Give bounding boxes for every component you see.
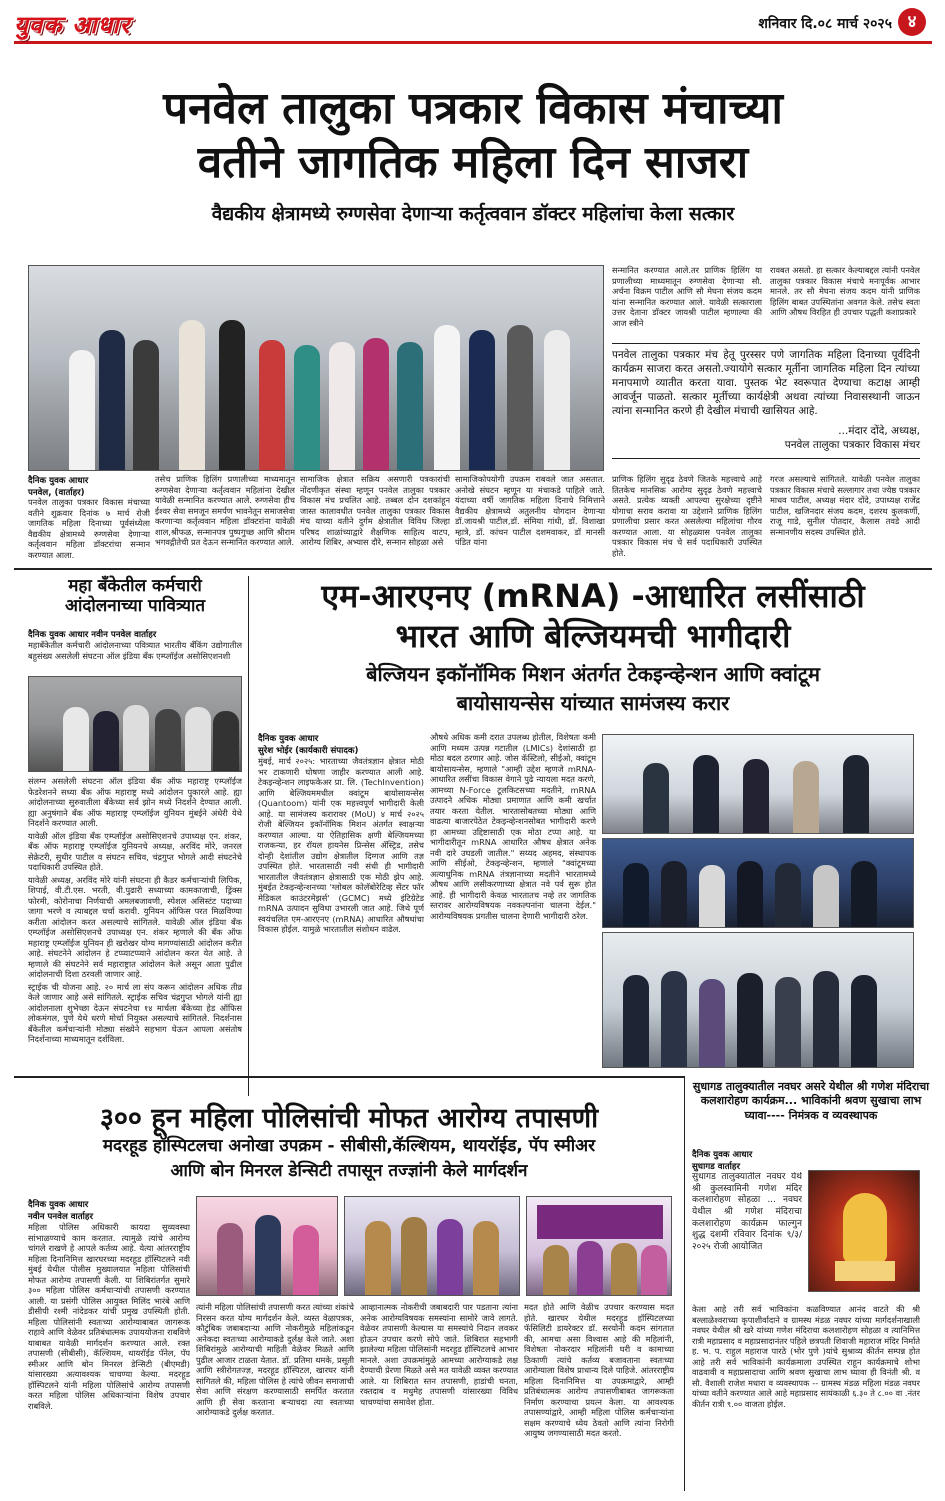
story1-byline-paper: दैनिक युवक आधार	[28, 476, 89, 486]
story4-byline	[692, 1148, 802, 1172]
story4-byline-place: सुधागड वार्ताहर	[692, 1162, 740, 1172]
story1-subhead: वैद्यकीय क्षेत्रामध्ये रुग्णसेवा देणाऱ्या कर्तृत्ववान डॉक्टर महिलांचा केला सत्कार	[211, 203, 735, 225]
story1-byline-place: पनवेल, (वार्ताहर)	[28, 488, 85, 498]
story5-subhead	[14, 1134, 684, 1183]
story1-group-photo	[28, 265, 604, 471]
story1-col2: तसेच प्राणिक हिलिंग प्रणालीच्या माध्यमातून रुग्णसेवा देणाऱ्या कर्तृत्ववान महिलांना देखील यावेळी सन्मानित करण्यात आले. रुग्णसेवा हीच ईश्वर सेवा समजून समर्पण भावनेतून समाजसेवा करणाऱ्या कर्तृत्ववान महिला डॉक्टरांना यावेळी शाल,श्रीफळ, सन्मानपत्र पुष्पगुच्छ आणि श्रीराम भगवद्गीतेची प्रत देऊन सन्मानित करण्यात आले.	[155, 474, 295, 547]
story3-subhead-line1: बेल्जियन इकॉनॉमिक मिशन अंतर्गत टेकइन्व्हेन्शन आणि क्वांटूम	[366, 662, 820, 686]
story1-col4: सामाजिकोपयोगी उपक्रम राबवले जात असतात. अनोखे संघटन म्हणून या मंचाकडे पाहिले जाते. यंदाच्या वर्षी जागतिक महिला दिनाचे निमित्ताने वैद्यकीय क्षेत्रामध्ये अतुलनीय योगदान देणाऱ्या डॉ.जायश्री पाटील,डॉ. संमिया गांधी, डॉ. विशाखा म्हात्रे, डॉ. कांचन पाटील दशमवाकर, डॉ मानसी पंडित यांना	[455, 474, 605, 547]
story1-byline	[28, 474, 150, 498]
story2-body-p1: संलग्न असलेली संघटना ऑल इंडिया बँक ऑफ महाराष्ट्र एम्प्लॉईज फेडरेशनने सध्या बँक ऑफ महाराष्ट्र मध्ये आंदोलन पुकारले आहे. ह्या आंदोलनाच्या सुरुवातीला बँकेच्या सर्व झोन मध्ये निदर्शने देण्यात आली. ह्या अनुषंगाने बँक ऑफ महाराष्ट्र एम्प्लॉईज युनियन मुंबईने अंधेरी येथे निदर्शने करण्यात आली.	[28, 776, 242, 828]
story3-subhead	[254, 660, 932, 718]
story1-col6: गरज असल्याचे सांगितले. यावेळी पनवेल तालुका पत्रकार विकास मंचाचे सल्लागार तथा ज्येष्ठ पत्रकार माधव पाटील, अध्यक्ष मंदार दोंदे, उपाध्यक्ष राजेंद्र पाटील, खजिनदार संजय कदम, दशरथ कुलकर्णी, राजू गाडे, सुनील पोतदार, कैलास तवडे आदी सन्मानणीय सदस्य उपस्थित होते.	[770, 474, 920, 537]
story3-headline-line1: एम-आरएनए (mRNA) -आधारित लसींसाठी	[321, 577, 865, 615]
story2-protest-photo	[28, 676, 242, 772]
story1-right-text-b: रावबत असतो. हा सत्कार केल्याबद्दल त्यांनी पनवेल तालुका पत्रकार विकास मंचाचे मनःपूर्वक आभार मानले. तर सौ मेघना संजय कदम यांनी प्राणिक हिलिंग बाबत उपस्थितांना अवगत केले. तसेच स्वतः आणि औषध विरहित ही उपचार पद्धती कशाप्रकारे	[770, 265, 920, 317]
story1-quote: पनवेल तालुका पत्रकार मंच हेतू पुरस्सर पणे जागतिक महिला दिनाच्या पूर्वदिनी कार्यक्रम साजरा करत असतो.ज्यायोगे सत्कार मूर्तीना जागतिक महिला दिन त्यांच्या मनापमाणे व्यातीत करता यावा. पुस्तक भेट स्वरूपात देण्याचा कटाक्ष आम्ही आवर्जून पाळतो. सत्कार मूर्तीच्या कार्यक्षेत्री अथवा त्यांच्या निवासस्थानी जाऊन त्यांना सन्मानित करणे ही देखील मंचाची खासियत आहे.	[612, 349, 920, 418]
story2-body-p2: यावेळी ऑल इंडिया बँक एम्प्लॉईज असोसिएशनचे उपाध्यक्ष एन. शंकर, बँक ऑफ महाराष्ट्र एम्प्लॉईज युनियनचे अध्यक्ष, अरविंद मोरे, जनरल सेक्रेटरी, सुधीर पाटील व संघटन सचिव, चंद्रगुप्त भोगले आदी संघटनेचे पदाधिकारी उपस्थित होते.	[28, 830, 242, 872]
story4-ganesh-photo	[808, 1170, 920, 1292]
story3-byline-paper: दैनिक युवक आधार	[258, 734, 319, 744]
story2-headline-line2: आंदोलनाच्या पावित्र्यात	[64, 596, 206, 617]
story1-headline-line1: पनवेल तालुका पत्रकार विकास मंचाच्या	[163, 83, 783, 134]
newspaper-logo: युवक आधार	[14, 11, 131, 39]
story5-col3: आव्हानात्मक नोकरीची जबाबदारी पार पडताना त्यांना अनेक आरोग्यविषयक समस्यांना सामोरे जावे लागते. वेळेवर तपासणी केल्यास या समस्यांचे निदान लवकर होऊन उपचार करणे सोपे जाते. शिबिरात सहभागी झालेल्या महिला पोलिसांनी मदरहूड हॉस्पिटलचे आभार मानले. अशा उपक्रमांमुळे आमच्या आरोग्याकडे लक्ष देण्याची प्रेरणा मिळते असे मत यावेळी व्यक्त करण्यात आले. या शिबिरात स्तन तपासणी, हाडांची घनता, रक्तदाब व मधुमेह तपासणी यांसारख्या विविध चाचण्यांचा समावेश होता.	[360, 1302, 518, 1407]
story2-headline	[28, 576, 242, 617]
story5-byline	[28, 1198, 188, 1222]
story3-col2: औषधे अधिक कमी दरात उपलब्ध होतील, विशेषतः कमी आणि मध्यम उत्पन्न गटातील (LMICs) देशांसाठी हा मोठा बदल ठरणार आहे. जोस कॅस्टिलो, सीईओ, क्वांटूम बायोसायन्सेस, म्हणाले "आम्ही उद्देश म्हणजे mRNA-आधारित लसींचा विकास वेगाने पुढे न्यायला मदत करणे, आमच्या N-Force टूलकिटसच्या मदतीने, mRNA उत्पादने अधिक मोठ्या प्रमाणात आणि कमी खर्चात तयार करता येतील. भारतासोबतच्या मोठ्या आणि वाढत्या बाजारपेठेत टेकइन्व्हेन्शनसोबत भागीदारी करणे हा आमच्या उद्दिष्टासाठी एक मोठा टप्पा आहे. या भागीदारीतून mRNA आधारित औषध क्षेत्रात अनेक नवी दारे उघडली जातील." सय्यद अहमद, संस्थापक आणि सीईओ, टेकइन्व्हेन्शन, म्हणाले "क्वांटूमच्या अत्याधुनिक mRNA तंत्रज्ञानाच्या मदतीने भारतामध्ये औषध आणि लसीकरणाच्या क्षेत्रात नवे पर्व सुरू होत आहे. ही भागीदारी केवळ भारतातच नव्हे तर जागतिक स्तरावर आरोग्यविषयक नवकल्पनांना चालना देईल." आरोग्यविषयक प्रगतीस चालना देणारी भागीदारी ठरेल.	[430, 732, 596, 921]
story4-col-wide: केला आहे तरी सर्व भाविकांना कळविण्यात आनंद वाटते की श्री बल्लाळेश्वराच्या कृपाशीर्वादाने व ग्रामस्थ मंडळ नवघर यांच्या मार्गदर्शनाखाली नवघर येथील श्री खरे यांच्या गणेश मंदिराचा कलशारोहण सोहळा व त्यानिमित्त रात्री महाप्रसाद व महाप्रसादानंतर पहिले छत्रपती शिवाजी महाराज मंदिर निर्माते ह. भ. प. राहुल महाराज पारठे (भोर पुणे )यांचे सुश्राव्य कीर्तन सम्पन्न होत आहे तरी सर्व भाविकांनी कार्यक्रमाला उपस्थित राहून कार्यक्रमाचे शोभा वाढवावी व महाप्रसादाचा आणि श्रवण सुखाचा लाभ घ्यावा ही विनंती श्री. व सौ. वैशाली राजेश मधारा व व्यवस्थापक -- ग्रामस्थ मंडळ महिला मंडळ नवघर यांच्या वतीने करण्यात आले आहे महाप्रसाद सायंकाळी ६.३० ते ८.०० वा .नंतर कीर्तन रात्री ९.०० वाजता होईल.	[692, 1304, 920, 1409]
story1-headline-line2: वतीने जागतिक महिला दिन साजरा	[197, 137, 749, 188]
story2-body-p4: स्ट्राईक ची योजना आहे. २० मार्च ला संप करून आंदोलन अधिक तीव्र केले जाणार आहे असे सांगितले. स्ट्राईक सचिव चंद्रगुप्त भोगले यांनी ह्या आंदोलनाला शुभेच्छा देऊन संघटनेचा १४ मार्चला बँकेच्या हेड ऑफिस लोकमंगल, पुणे येथे धरणे मोर्चा नियुक्त असल्याचे सांगितले. निदर्शनास बँकेतील कर्मचाऱ्यांनी मोठ्या संख्येने सहभाग घेऊन आपला असंतोष निदर्शनाच्या माध्यमातून दर्शविला.	[28, 981, 242, 1044]
story5-photo-police	[344, 1196, 520, 1296]
story1-col3: सामाजिक क्षेत्रात सक्रिय असणारी पत्रकारांची नोंदणीकृत संस्था म्हणून पनवेल तालुका पत्रकार विकास मंच प्रचलित आहे. तब्बल दोन दशकांहून जास्त कालावधीत पनवेल तालुका पत्रकार विकास मंच याच्या वतीने दुर्गम क्षेत्रातील विविध जिल्हा परिषद शाळांच्याद्वारे शैक्षणिक साहित्य वाटप, आरोग्य शिबिर, अभ्यास दौरे, सन्मान सोहळा असे	[300, 474, 450, 547]
story4-headline: सुधागड तालुक्यातील नवघर असरे येथील श्री गणेश मंदिराचा कलशारोहण कार्यक्रम... भाविकांनी श्रवण सुखाचा लाभ घ्यावा---- निमंत्रक व व्यवस्थापक	[692, 1080, 930, 1122]
story5-headline: ३०० हून महिला पोलिसांची मोफत आरोग्य तपासणी	[99, 1103, 599, 1134]
story2-body	[28, 776, 242, 1096]
story1-right-text-a: सन्मानित करण्यात आले.तर प्राणिक हिलिंग या प्रणालीच्या माध्यमातून रुग्णसेवा देणाऱ्या सौ. अर्चना विक्रम पाटील आणि सौ मेघना संजय कदम यांना सन्मानित करण्यात आले. यावेळी सत्काराला उत्तर देताना डॉक्टर जायश्री पाटील म्हणाल्या की आज स्त्रीने	[612, 265, 762, 328]
story3-subhead-line2: बायोसायन्सेस यांच्यात सामंजस्य करार	[456, 691, 730, 715]
story4-byline-paper: दैनिक युवक आधार	[692, 1150, 753, 1160]
story4-col-narrow: सुधागड तालुक्यातील नवघर येथे श्री कुलस्वामिनी गणेश मंदिर कलशारोहण सोहळा ... नवघर येथील श्री गणेश मंदिराचा कलशारोहण कार्यक्रम फाल्गुन शुद्ध दशमी रविवार दिनांक ९/३/ २०२५ रोजी आयोजित	[692, 1172, 802, 1253]
story3-col1: मुंबई, मार्च २०२५: भारताच्या जैवतंत्रज्ञान क्षेत्रात मोठी भर टाकणारी घोषणा जाहीर करण्यात आली आहे. टेकइन्व्हेन्शन लाइफकेअर प्रा. लि. (TechInvention) आणि बेल्जियममधील क्वांटूम बायोसायन्सेस (Quantoom) यांनी एक महत्त्वपूर्ण भागीदारी केली आहे. या सामंजस्य करारावर (MoU) ४ मार्च २०२५ रोजी बेल्जियन इकॉनॉमिक मिशन अंतर्गत स्वाक्षऱ्या करण्यात आल्या. या ऐतिहासिक क्षणी बेल्जियमच्या राजकन्या, हर रॉयल हायनेस प्रिन्सेस ॲस्ट्रिड, तसेच दोन्ही देशांतील उद्योग क्षेत्रातील दिग्गज आणि तज्ञ उपस्थित होते. भारतासाठी नवी संधी ही भागीदारी भारतातील जैवतंत्रज्ञान क्षेत्रासाठी एक मोठी झेप आहे. मुंबईत टेकइन्व्हेन्शनच्या 'ग्लोबल कोलॅबोरेटिव्ह सेंटर फॉर मेडिकल काउंटरमेझर्स' (GCMC) मध्ये इंटिग्रेटेड mRNA उत्पादन सुविधा उभारली जात आहे. जिथे पूर्ण स्वयंचलित एम-आरएनए (mRNA) आधारित औषधांचा विकास होईल. यामुळे भारतातील संशोधन वाढेल.	[258, 756, 424, 934]
story2-byline: दैनिक युवक आधार नवीन पनवेल वार्ताहर	[28, 630, 157, 640]
story5-byline-paper: दैनिक युवक आधार	[28, 1200, 89, 1210]
story3-byline	[258, 732, 424, 756]
story3-group-photo	[602, 838, 914, 928]
story3-ribbon-photo	[602, 734, 914, 834]
story1-col5: प्राणिक हिलिंग सुदृढ ठेवणे जितके महत्त्वाचे आहे तितकेच मानसिक आरोग्य सुदृढ ठेवणे महत्त्वाचे असते. प्रत्येक व्यक्ती आपल्या सुरक्षेच्या दृष्टीने योगाचा सराव करावा या उद्देशाने प्राणिक हिलिंग प्रणालीचा प्रसार करत असलेल्या महिलांचा गौरव करण्यात आला. या सोहळ्यास पनवेल तालुका पत्रकार विकास मंच चे सर्व पदाधिकारी उपस्थित होते.	[612, 474, 762, 558]
story5-col1: महिला पोलिस अधिकारी कायदा सुव्यवस्था सांभाळण्याचे काम करतात. त्यामुळे त्यांचे आरोग्य चांगले राखणे हे आपले कर्तव्य आहे. येत्या आंतरराष्ट्रीय महिला दिनानिमित्त खारघरच्या मदरहूड हॉस्पिटलने नवी मुंबई येथील पोलीस मुख्यालयात महिला पोलिसांची मोफत आरोग्य तपासणी केली. या शिबिरांतर्गत सुमारे ३०० महिला पोलिस कर्मचाऱ्यांची तपासणी करण्यात आली. या प्रसंगी पोलिस आयुक्त मिलिंद भारंबे आणि डीसीपी रश्मी नांदेडकर यांची प्रमुख उपस्थिती होती. महिला पोलिसांनी स्वतःच्या आरोग्याबाबत जागरूक राहावे आणि वेळेवर प्रतिबंधात्मक उपाययोजना राबविणे याबाबत यावेळी मार्गदर्शन करण्यात आले. रक्त तपासणी (सीबीसी), कॅल्शियम, थायरॉईड पॅनेल, पॅप स्मीअर आणि बोन मिनरल डेन्सिटी (बीएमडी) यांसारख्या अत्यावश्यक चाचण्या केल्या. मदरहूड हॉस्पिटलने यांनी महिला पोलिसांचे आरोग्य तपासणी करत महिला पोलिस अधिकाऱ्यांना विशेष उपचार राबविले.	[28, 1222, 190, 1411]
issue-date: शनिवार दि.०८ मार्च २०२५	[758, 16, 892, 32]
story3-delegation-photo	[602, 932, 914, 1068]
story5-photo-checkup	[196, 1196, 338, 1296]
story1-col1: पनवेल तालुका पत्रकार विकास मंचाच्या वतीने शुक्रवार दिनांक ७ मार्च रोजी जागतिक महिला दिनाच्या पूर्वसंध्येला वैद्यकीय क्षेत्रामध्ये रुग्णसेवा देणाऱ्या कर्तृत्ववान महिला डॉक्टरांचा सन्मान करण्यात आला.	[28, 497, 150, 560]
story5-subhead-line2: आणि बोन मिनरल डेन्सिटी तपासून तज्ज्ञांनी केले मार्गदर्शन	[170, 1160, 528, 1181]
story5-col4: मदत होते आणि वेळीच उपचार करण्यास मदत होते. खारघर येथील मदरहूड हॉस्पिटलच्या फॅसिलिटी डायरेक्टर डॉ. सरयोनी कदम सांगतात की, आमचा असा विश्वास आहे की महिलांनी, विशेषतः नोकरदार महिलांनी घरी व कामाच्या ठिकाणी त्यांचे कर्तव्य बजावताना स्वतःच्या आरोग्याला विशेष प्राधान्य दिले पाहिजे. आंतरराष्ट्रीय महिला दिनानिमित्त या उपक्रमाद्वारे, आम्ही प्रतिबंधात्मक आरोग्य तपासणीबाबत जागरूकता निर्माण करण्याचा प्रयत्न केला. या आवश्यक तपासण्यांद्वारे, आम्ही महिला पोलिस कर्मचाऱ्यांना सक्षम करण्याचे ध्येय ठेवतो आणि त्यांना निरोगी आयुष्य जगण्यासाठी मदत करतो.	[524, 1302, 674, 1438]
story2-body-p3: यावेळी अध्यक्ष, अरविंद मोरे यांनी संघटना ही कैडर कर्मचाऱ्यांची लिपिक, शिपाई, वी.टी.एस. भरती, वी.पुढारी सध्याच्या कामकाजाची, ड्रिंक्स फोरमी, कोरोनाचा निर्णयाची अमलबजावणी, स्पेशल असिस्टंट पदाच्या जागा भरणे व त्याबद्दल चर्चा करावी. युनियन ऑफिस परत मिळविण्या करीता आंदोलन करत असल्याचे सांगितले. यावेळी ऑल इंडिया बँक एम्प्लॉईज असोसिएशनचे उपाध्यक्ष एन. शंकर म्हणाले की बँक ऑफ महाराष्ट्र एम्प्लॉईज युनियन ही खरोखर योग्य मागण्यांसाठी आंदोलन करीत आहे. संघटनेने आंदोलन हे टप्प्याटप्प्याने आंदोलन करत येत आहे. ते म्हणाले की संघटनेने सर्व महाराष्ट्रात आंदोलन केले असून आता पुढील आंदोलनाची दिशा ठरवली जाणार आहे.	[28, 874, 242, 979]
masthead	[14, 8, 932, 44]
story1-quote-sig2: पनवेल तालुका पत्रकार विकास मंचर	[612, 438, 920, 452]
story2-headline-line1: महा बँकेतील कर्मचारी	[68, 576, 202, 596]
story3-byline-editor: सुरेश भोईर (कार्यकारी संपादक)	[258, 746, 359, 756]
page-number: ४	[898, 8, 926, 36]
story1-quote-sig1: ...मंदार दोंदे, अध्यक्ष,	[612, 424, 920, 438]
story5-photo-event	[526, 1196, 672, 1296]
story2-intro: महाबँकेतील कर्मचारी आंदोलनाच्या पवित्र्यात भारतीय बँकिंग उद्योगातील बहुसंख्य असलेली संघटना ऑल इंडिया बँक एम्प्लॉईज असोसिएशनशी	[28, 640, 242, 661]
story5-subhead-line1: मदरहूड हॉस्पिटलचा अनोखा उपक्रम - सीबीसी,कॅल्शियम, थायरॉईड, पॅप स्मीअर	[102, 1136, 596, 1156]
story5-byline-place: नवीन पनवेल वार्ताहर	[28, 1212, 93, 1222]
story3-headline-line2: भारत आणि बेल्जियमची भागीदारी	[395, 617, 791, 655]
story5-col2: त्यांनी महिला पोलिसांची तपासणी करत त्यांच्या शंकांचे निरसन करत योग्य मार्गदर्शन केले. व्यस्त वेळापत्रक, कौटुंबिक जबाबदाऱ्या आणि नोकरीमुळे महिलांकडून अनेकदा स्वतःच्या आरोग्याकडे दुर्लक्ष केले जाते. अशा शिबिरांमुळे आरोग्याची माहिती वेळेवर मिळते आणि पुढील आजार टाळता येतात. डॉ. प्रतिमा थमके, प्रसूती आणि स्त्रीरोगतज्ज्ञ, मदरहूड हॉस्पिटल, खारघर यांनी सांगितले की, महिला पोलिस हे त्यांचे जीवन समाजाची सेवा आणि संरक्षण करण्यासाठी समर्पित करतात आणि ही सेवा करताना बऱ्याचदा त्या स्वतःच्या आरोग्याकडे दुर्लक्ष करतात.	[196, 1302, 354, 1417]
story3-headline	[254, 576, 932, 656]
